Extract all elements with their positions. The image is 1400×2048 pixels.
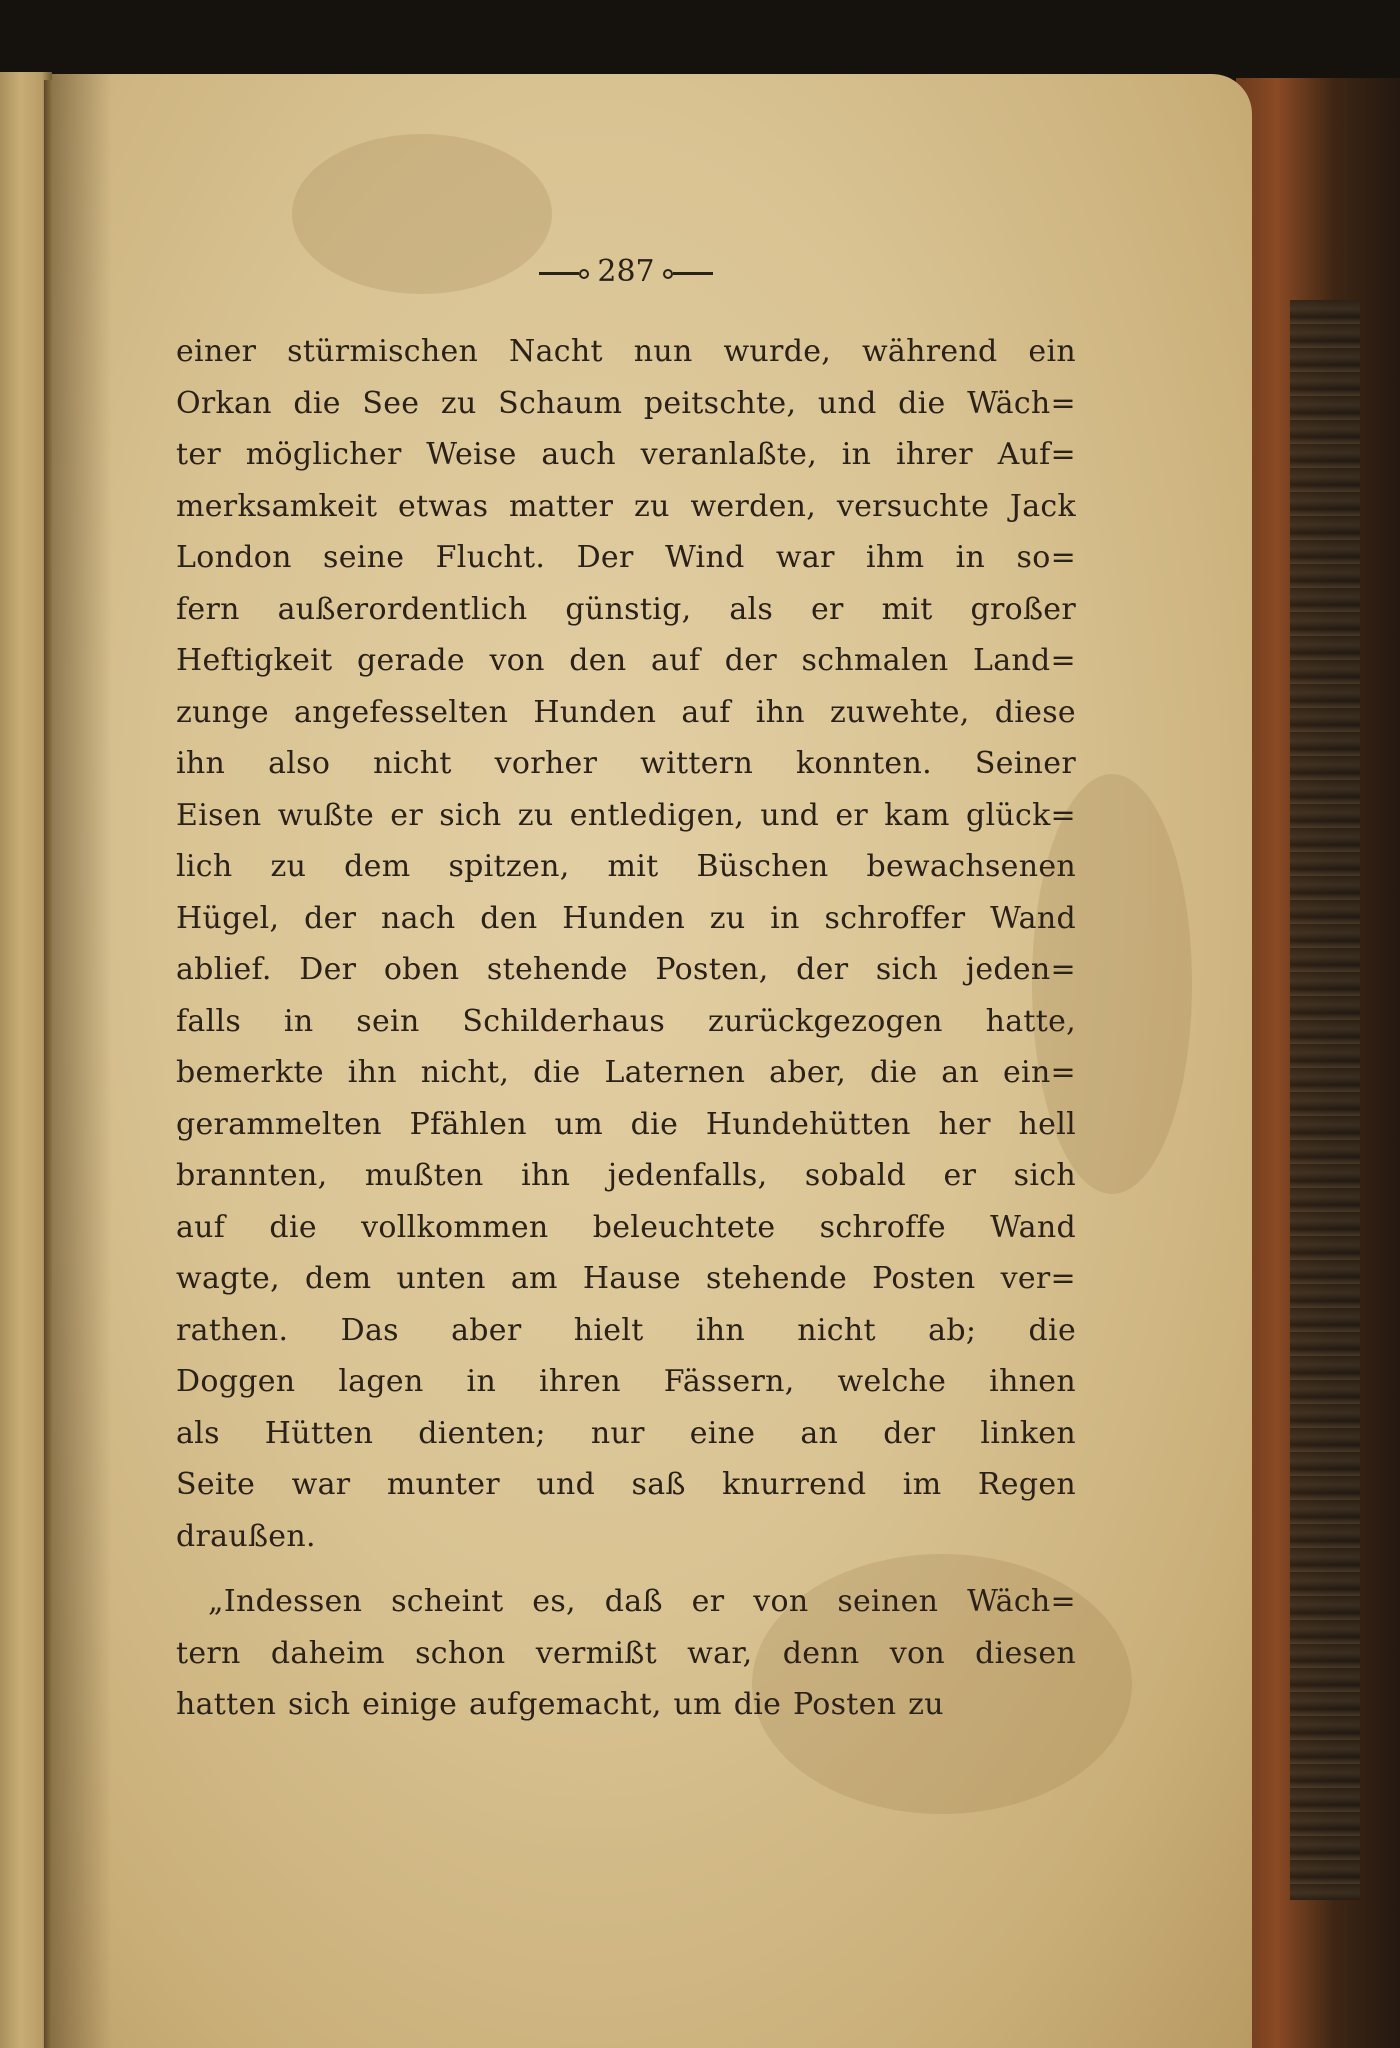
text-line: brannten, mußten ihn jedenfalls, sobald er sich — [176, 1158, 1076, 1193]
body-text — [176, 326, 1076, 1731]
text-line: einer stürmischen Nacht nun wurde, während ein — [176, 334, 1076, 369]
cover-worn-spine — [1290, 300, 1360, 1900]
text-line: lich zu dem spitzen, mit Büschen bewachsenen — [176, 849, 1076, 884]
page-gutter-shadow — [52, 74, 112, 2048]
text-line: merksamkeit etwas matter zu werden, versuchte Jack — [176, 488, 1076, 524]
page-number-ornament-right — [673, 272, 713, 275]
paragraph-gap — [176, 1562, 1076, 1576]
text-line: draußen. — [176, 1518, 316, 1554]
text-line: „Indessen scheint es, daß er von seinen Wäch= — [208, 1584, 1076, 1619]
text-line: gerammelten Pfählen um die Hundehütten her hell — [176, 1106, 1076, 1142]
text-line: Orkan die See zu Schaum peitschte, und die Wäch= — [176, 385, 1076, 421]
top-dark-strip — [0, 0, 1400, 80]
text-line: Eisen wußte er sich zu entledigen, und er kam glück= — [176, 797, 1076, 833]
text-line: tern daheim schon vermißt war, denn von diesen — [176, 1635, 1076, 1671]
page-number-ornament-left — [539, 272, 579, 275]
text-line: ihn also nicht vorher wittern konnten. Seiner — [176, 746, 1076, 781]
text-line: bemerkte ihn nicht, die Laternen aber, die an ein= — [176, 1055, 1076, 1090]
text-line: rathen. Das aber hielt ihn nicht ab; die — [176, 1312, 1076, 1348]
text-line: ablief. Der oben stehende Posten, der sich jeden= — [176, 952, 1076, 987]
text-line: zunge angefesselten Hunden auf ihn zuwehte, diese — [176, 694, 1076, 730]
text-line: hatten sich einige aufgemacht, um die Posten zu — [176, 1687, 944, 1722]
text-line: als Hütten dienten; nur eine an der linken — [176, 1415, 1076, 1451]
text-line: wagte, dem unten am Hause stehende Posten ver= — [176, 1261, 1076, 1296]
text-line: Heftigkeit gerade von den auf der schmalen Land= — [176, 643, 1076, 678]
text-line: falls in sein Schilderhaus zurückgezogen hatte, — [176, 1003, 1076, 1039]
page-number-value: 287 — [597, 254, 655, 289]
book-gutter — [44, 80, 52, 2048]
text-line: Hügel, der nach den Hunden zu in schroffer Wand — [176, 900, 1076, 936]
text-line: ter möglicher Weise auch veranlaßte, in ihrer Auf= — [176, 437, 1076, 472]
text-line: fern außerordentlich günstig, als er mit großer — [176, 591, 1076, 627]
text-line: Seite war munter und saß knurrend im Regen — [176, 1467, 1076, 1502]
page-number — [176, 240, 1076, 304]
text-line: Doggen lagen in ihren Fässern, welche ihnen — [176, 1364, 1076, 1399]
text-line: London seine Flucht. Der Wind war ihm in so= — [176, 540, 1076, 575]
text-line: auf die vollkommen beleuchtete schroffe Wand — [176, 1209, 1076, 1245]
